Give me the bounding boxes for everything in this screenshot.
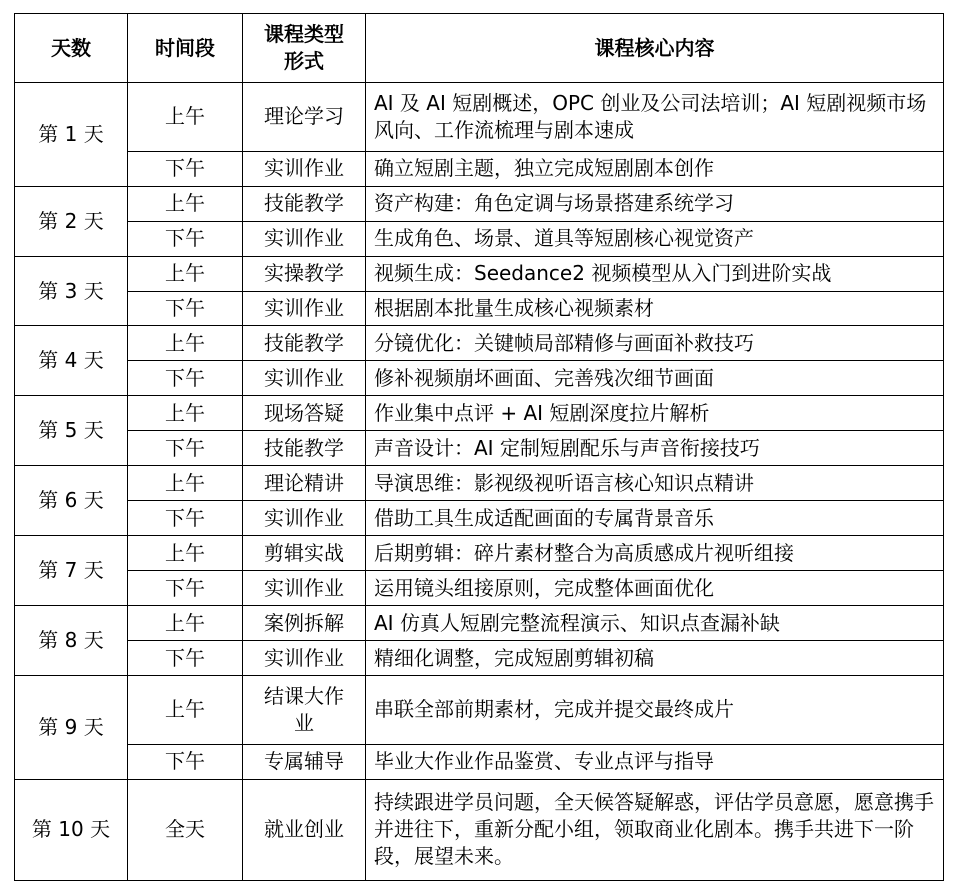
period-cell: 上午: [128, 256, 243, 291]
content-cell: 借助工具生成适配画面的专属背景音乐: [366, 501, 944, 536]
type-cell: 剪辑实战: [243, 536, 366, 571]
table-row: [15, 151, 944, 186]
period-cell: 下午: [128, 641, 243, 676]
content-cell: 生成角色、场景、道具等短剧核心视觉资产: [366, 221, 944, 256]
period-cell: 上午: [128, 466, 243, 501]
content-cell: 后期剪辑：碎片素材整合为高质感成片视听组接: [366, 536, 944, 571]
day-cell: 第 8 天: [15, 606, 128, 676]
header-period: 时间段: [128, 14, 243, 83]
type-cell: 技能教学: [243, 186, 366, 221]
period-cell: 下午: [128, 571, 243, 606]
period-cell: 上午: [128, 83, 243, 152]
type-cell: 实训作业: [243, 221, 366, 256]
period-cell: 下午: [128, 361, 243, 396]
content-cell: 分镜优化：关键帧局部精修与画面补救技巧: [366, 326, 944, 361]
type-cell: 实训作业: [243, 501, 366, 536]
period-cell: 下午: [128, 291, 243, 326]
day-cell: 第 1 天: [15, 83, 128, 187]
content-cell: 作业集中点评 + AI 短剧深度拉片解析: [366, 396, 944, 431]
type-cell: 技能教学: [243, 326, 366, 361]
type-cell: 就业创业: [243, 779, 366, 880]
day-cell: 第 2 天: [15, 186, 128, 256]
type-cell: 理论精讲: [243, 466, 366, 501]
period-cell: 上午: [128, 396, 243, 431]
day-cell: 第 3 天: [15, 256, 128, 326]
content-cell: AI 及 AI 短剧概述，OPC 创业及公司法培训；AI 短剧视频市场风向、工作流梳理与剧本速成: [366, 83, 944, 152]
table-row: [15, 571, 944, 606]
content-cell: 视频生成：Seedance2 视频模型从入门到进阶实战: [366, 256, 944, 291]
type-cell: 技能教学: [243, 431, 366, 466]
table-row: [15, 606, 944, 641]
period-cell: 上午: [128, 536, 243, 571]
content-cell: 导演思维：影视级视听语言核心知识点精讲: [366, 466, 944, 501]
table-row: [15, 83, 944, 152]
type-cell: 现场答疑: [243, 396, 366, 431]
day-cell: 第 9 天: [15, 676, 128, 780]
content-cell: 确立短剧主题，独立完成短剧剧本创作: [366, 151, 944, 186]
table-row: [15, 779, 944, 880]
day-cell: 第 6 天: [15, 466, 128, 536]
content-cell: 毕业大作业作品鉴赏、专业点评与指导: [366, 744, 944, 779]
table-row: [15, 676, 944, 745]
period-cell: 上午: [128, 186, 243, 221]
header-type: 课程类型形式: [243, 14, 366, 83]
table-row: [15, 221, 944, 256]
table-row: [15, 326, 944, 361]
period-cell: 下午: [128, 221, 243, 256]
content-cell: AI 仿真人短剧完整流程演示、知识点查漏补缺: [366, 606, 944, 641]
type-cell: 实训作业: [243, 361, 366, 396]
table-row: [15, 641, 944, 676]
table-row: [15, 744, 944, 779]
table-row: [15, 431, 944, 466]
type-cell: 实训作业: [243, 291, 366, 326]
content-cell: 串联全部前期素材，完成并提交最终成片: [366, 676, 944, 745]
period-cell: 上午: [128, 676, 243, 745]
period-cell: 上午: [128, 606, 243, 641]
content-cell: 声音设计：AI 定制短剧配乐与声音衔接技巧: [366, 431, 944, 466]
type-cell: 理论学习: [243, 83, 366, 152]
type-cell: 案例拆解: [243, 606, 366, 641]
period-cell: 下午: [128, 431, 243, 466]
content-cell: 根据剧本批量生成核心视频素材: [366, 291, 944, 326]
day-cell: 第 5 天: [15, 396, 128, 466]
period-cell: 上午: [128, 326, 243, 361]
header-content: 课程核心内容: [366, 14, 944, 83]
table-row: [15, 396, 944, 431]
content-cell: 持续跟进学员问题，全天候答疑解惑，评估学员意愿，愿意携手并进往下，重新分配小组，领取商业化剧本。携手共进下一阶段，展望未来。: [366, 779, 944, 880]
period-cell: 全天: [128, 779, 243, 880]
content-cell: 运用镜头组接原则，完成整体画面优化: [366, 571, 944, 606]
type-cell: 实操教学: [243, 256, 366, 291]
content-cell: 精细化调整，完成短剧剪辑初稿: [366, 641, 944, 676]
day-cell: 第 10 天: [15, 779, 128, 880]
period-cell: 下午: [128, 744, 243, 779]
header-day: 天数: [15, 14, 128, 83]
table-row: [15, 291, 944, 326]
header-row: [15, 14, 944, 83]
table-row: [15, 536, 944, 571]
type-cell: 专属辅导: [243, 744, 366, 779]
day-cell: 第 7 天: [15, 536, 128, 606]
table-row: [15, 361, 944, 396]
type-cell: 实训作业: [243, 151, 366, 186]
content-cell: 资产构建：角色定调与场景搭建系统学习: [366, 186, 944, 221]
content-cell: 修补视频崩坏画面、完善残次细节画面: [366, 361, 944, 396]
period-cell: 下午: [128, 501, 243, 536]
table-row: [15, 466, 944, 501]
period-cell: 下午: [128, 151, 243, 186]
course-schedule-table: [14, 13, 944, 881]
day-cell: 第 4 天: [15, 326, 128, 396]
type-cell: 结课大作业: [243, 676, 366, 745]
table-row: [15, 256, 944, 291]
type-cell: 实训作业: [243, 571, 366, 606]
table-row: [15, 501, 944, 536]
table-row: [15, 186, 944, 221]
type-cell: 实训作业: [243, 641, 366, 676]
